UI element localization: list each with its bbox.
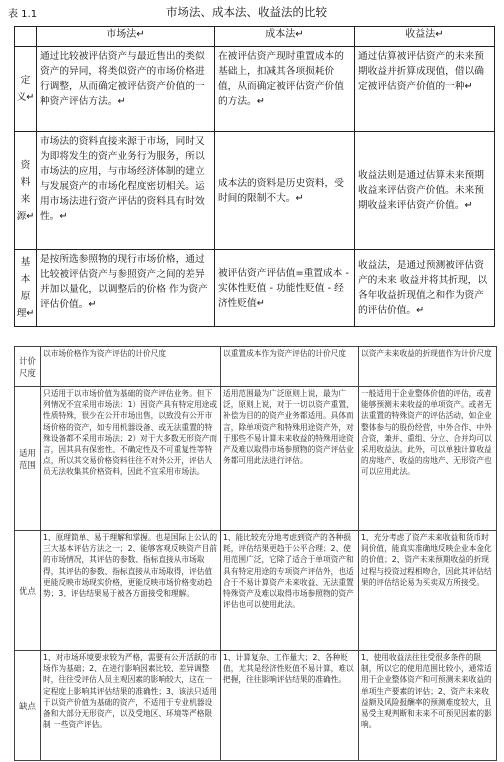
row-label-disadvantages: 缺点 xyxy=(15,651,41,761)
row-label-data-source: 资料来源↵ xyxy=(15,132,37,250)
table-cell: 只适用于以市场价值为基础的资产评估业务。但下列情况不宜采用市场法：1）因资产具有特定用途或性质特殊，很少在公开市场出售，以致没有公开市场价格的资产，如专用机器设备、或无法重置的特殊设备都不采用市场法；2）对于大多数无形资产而言，因其具有保密性、不确定性及不可重复性等特点，所以其交易价格资料往往不对外公开，评估人员无法收集其价格资料，因此不宜采用市场法。 xyxy=(41,387,221,531)
table-number: 表 1.1 xyxy=(8,9,38,20)
table-cell: 通过比较被评估资产与最近售出的类似资产的异同，将类似资产的市场价格进行调整，从而确定被评估资产价值的一种资产评估方法。↵ xyxy=(37,47,215,132)
table-cell: 成本法的资料是历史资料，受时间的限制不大。↵ xyxy=(215,132,355,250)
table-row xyxy=(15,651,497,761)
header-cost-method: 成本法↵ xyxy=(215,27,355,47)
comparison-table-detail xyxy=(14,346,497,761)
row-label-advantages: 优点 xyxy=(15,531,41,651)
table-cell: 以重置成本作为资产评估的计价尺度 xyxy=(221,347,359,387)
table-cell: 收益法则是通过估算未来预期收益来评估资产价值。未来预期收益来评估资产价值。↵ xyxy=(355,132,495,250)
table-header-row xyxy=(15,27,495,47)
table-cell: 1、对市场环境要求较为严格，需要有公开活跃的市场作为基础；2、在进行影响因素比较、差异调整时，往往受评估人员主观因素的影响较大，这在一定程度上影响其评估结果的准确性；3、该法只适用于以资产价值为基础的资产，不适用于专业机器设备和大部分无形资产，以及受地区、环境等严格限制 一些资产评估。 xyxy=(41,651,221,761)
table-cell: 1、使用收益法往往受很多条件的限制，所以它的使用范围比较小，通常适用于企业整体资产和可预测未来收益的单项生产要素的评估；2、资产未来收益额及风险报酬率的预测难度较大，且易受主观判断和未来不可预见因素的影响。 xyxy=(359,651,497,761)
table-row xyxy=(15,347,497,387)
table-cell: 在被评估资产现时重置成本的基础上，扣减其各项损耗价值，从而确定被评估资产价值的方法。↵ xyxy=(215,47,355,132)
table-cell: 以市场价格作为资产评估的计价尺度 xyxy=(41,347,221,387)
table-cell: 一般适用于企业整体价值的评估，或者能够预测未来收益的单项资产。或者无法重置的特殊资产的评估活动，如企业整体参与的股份经营，中外合作、中外合资，兼并、重组、分立、合并均可以采用收益法。此外，可以单独计算收益的房地产、收益的房地产、无形资产也可以应用此法。 xyxy=(359,387,497,531)
table-cell: 是按所选参照物的现行市场价格，通过比较被评估资产与参照资产之间的差异并加以量化，以调整后的价格 作为资产评估价值。↵ xyxy=(37,250,215,327)
table-cell: 1、充分考虑了资产未来收益和货币时间价值，能真实准确地反映企业本金化的价值；2、资产未来预期收益的折现过程与投资过程相吻合，因此其评估结果的评估结论易为买卖双方所接受。 xyxy=(359,531,497,651)
table-cell: 1、能比较充分地考虑到资产的各种损耗，评估结果更趋于公平合理；2、使用范围广泛，它除了适合于单项资产和具有特定用途的专项资产评估外，也适合于不易计算资产未来收益、无法重置特殊资产及难以取得市场参照物的资产评估也可以使用此法。 xyxy=(221,531,359,651)
table-cell: 收益法，是通过预测被评估资产的未来 收益并将其折现，以各年收益折现值之和作为资产的评估价值。↵ xyxy=(355,250,495,327)
row-label-definition: 定义↵ xyxy=(15,47,37,132)
table-cell: 适用范围最为广泛原则上说，最为广泛，原则上说，对于一切以资产重置、补偿为目的的资产业务都适用。具体而言，除单项资产和特殊用途资产外，对于那些不易计算未来收益的特殊用途资产及难以取得市场参照物的资产评估业务都可用此法进行评估。 xyxy=(221,387,359,531)
table-row xyxy=(15,47,495,132)
table-caption xyxy=(0,0,504,22)
header-income-method: 收益法↵ xyxy=(355,27,495,47)
table-row xyxy=(15,531,497,651)
table-cell: 市场法的资料直接来源于市场，同时又为即将发生的资产业务行为服务，所以市场法的应用，与市场经济体制的建立与发展资产的市场化程度密切相关。运用市场法进行资产评估的资料具有时效性。↵ xyxy=(37,132,215,250)
table-row xyxy=(15,250,495,327)
row-label-scope: 适用范围 xyxy=(15,387,41,531)
table-cell: 通过估算被评估资产的未来预期收益并折算成现值，借以确定被评估资产价值的一种↵ xyxy=(355,47,495,132)
row-label-principle: 基本原理↵ xyxy=(15,250,37,327)
table-row xyxy=(15,387,497,531)
table-cell: 以资产未来收益的折现值作为计价尺度 xyxy=(359,347,497,387)
table-cell: 1、计算复杂、工作量大；2、各种贬值，尤其是经济性贬值不易计算，难以把握，往往影响评估结果的准确性。 xyxy=(221,651,359,761)
row-label-pricing-scale: 计价尺度 xyxy=(15,347,41,387)
table-cell: 1、原理简单、易于理解和掌握。也是国际上公认的三大基本评估方法之一；2、能够客观反映资产目前的市场情况，其评估的参数、指标直接从市场取得，其评估的参数、指标直接从市场取得，评估值更能反映市场现实价格，更能反映市场价格变动趋势；3、评估结果易于被各方面接受和理解。 xyxy=(41,531,221,651)
table-row xyxy=(15,132,495,250)
comparison-table-main xyxy=(14,26,495,327)
header-market-method: 市场法↵ xyxy=(37,27,215,47)
table-cell: 被评估资产评估值=重置成本 - 实体性贬值 - 功能性贬值 - 经济性贬值↵ xyxy=(215,250,355,327)
table-title: 市场法、成本法、收益法的比较 xyxy=(166,5,327,19)
header-corner xyxy=(15,27,37,47)
